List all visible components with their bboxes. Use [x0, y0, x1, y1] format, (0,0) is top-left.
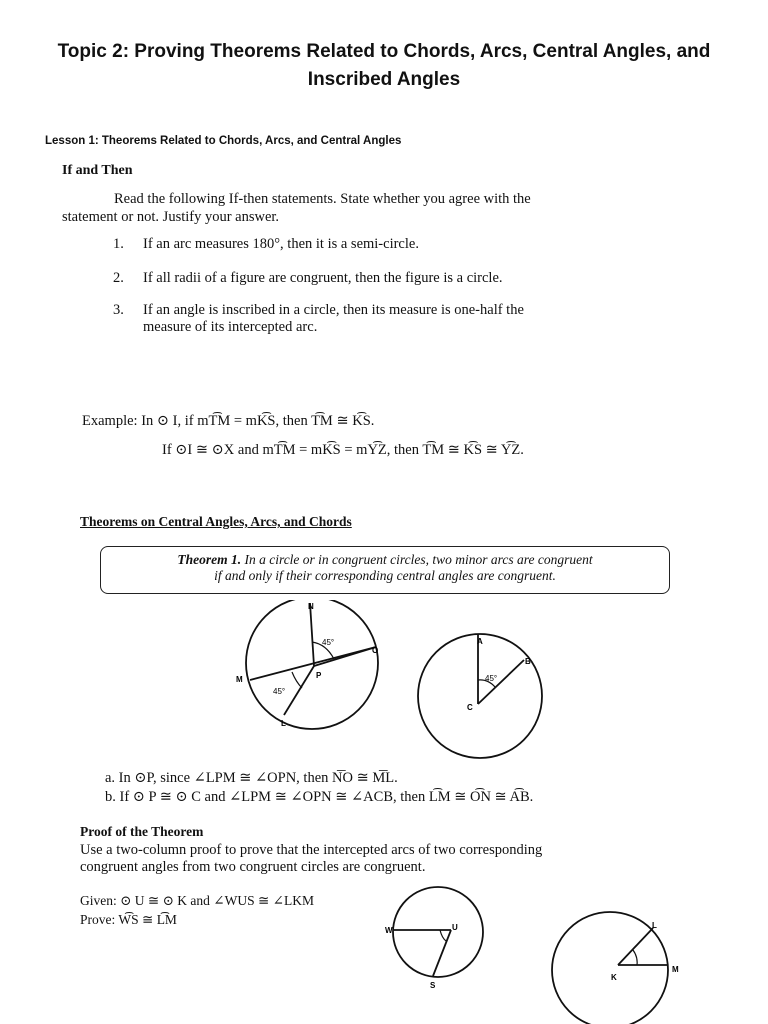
proof-line-2: congruent angles from two congruent circles are congruent. [80, 859, 426, 875]
label-o: O [372, 646, 379, 655]
list-item [113, 270, 693, 290]
label-k: K [611, 973, 617, 982]
angle-label-top: 45° [322, 638, 335, 647]
title-line-2: Inscribed Angles [307, 69, 461, 90]
circle-p-figure [230, 600, 400, 730]
list-item [113, 302, 693, 338]
theorem-text-1: In a circle or in congruent circles, two minor arcs are congruent [244, 552, 593, 567]
angle-arc-bottom [292, 672, 302, 688]
proof-line-1: Use a two-column proof to prove that the intercepted arcs of two corresponding [80, 842, 543, 858]
list-item-text-cont: measure of its intercepted arc. [143, 319, 318, 335]
list-item-text: If an angle is inscribed in a circle, then its measure is one-half the [143, 302, 524, 318]
list-item-number: 3. [113, 302, 124, 318]
proof-intro [80, 842, 700, 876]
label-s: S [430, 981, 436, 990]
if-then-heading: If and Then [62, 163, 133, 178]
if-then-intro [62, 190, 702, 226]
list-item-number: 2. [113, 270, 124, 286]
theorem-box [100, 546, 670, 594]
angle-arc-k [633, 950, 637, 965]
list-item-number: 1. [113, 236, 124, 252]
label-a: A [477, 637, 483, 646]
theorems-heading: Theorems on Central Angles, Arcs, and Chords [80, 514, 352, 529]
label-c: C [467, 703, 473, 712]
circle-u-figure [382, 880, 492, 992]
example-line-2: If ⊙I ≅ ⊙X and mT͡M = mK͡S = mY͡Z, then T͡M ≅ K͡S ≅ Y͡Z. [162, 442, 524, 458]
statement-b: b. If ⊙ P ≅ ⊙ C and ∠LPM ≅ ∠OPN ≅ ∠ACB, then L͡M ≅ O͡N ≅ A͡B. [105, 789, 534, 805]
label-n: N [308, 602, 314, 611]
angle-label-c: 45° [485, 674, 498, 683]
segment-kl [618, 928, 653, 965]
circle-k [552, 912, 668, 1024]
label-m: M [236, 675, 243, 684]
statement-a: a. In ⊙P, since ∠LPM ≅ ∠OPN, then N͞O ≅ M͞L. [105, 770, 398, 786]
theorem-line-2: if and only if their corresponding central angles are congruent. [214, 568, 556, 583]
label-u: U [452, 923, 458, 932]
list-item [113, 236, 693, 256]
lesson-heading: Lesson 1: Theorems Related to Chords, Arcs, and Central Angles [45, 135, 402, 147]
given-line: Given: ⊙ U ≅ ⊙ K and ∠WUS ≅ ∠LKM [80, 893, 314, 908]
intro-line-1: Read the following If-then statements. State whether you agree with the [114, 191, 531, 207]
list-item-text: If all radii of a figure are congruent, then the figure is a circle. [143, 270, 503, 286]
circle-c [418, 634, 542, 758]
theorem-label: Theorem 1. [177, 552, 242, 567]
label-l: L [281, 719, 286, 728]
prove-line: Prove: W͡S ≅ L͡M [80, 912, 177, 927]
list-item-text: If an arc measures 180°, then it is a semi-circle. [143, 236, 419, 252]
label-b: B [525, 657, 531, 666]
radius-pn [310, 603, 314, 666]
page-title [30, 38, 738, 94]
example-line-1: Example: In ⊙ I, if mT͡M = mK͡S, then T͡M ≅ K͡S. [82, 413, 375, 429]
label-p: P [316, 671, 322, 680]
label-m2: M [672, 965, 679, 974]
theorem-line-1 [101, 552, 669, 568]
label-w: W [385, 926, 393, 935]
intro-line-2: statement or not. Justify your answer. [62, 209, 280, 225]
label-l2: L [652, 921, 657, 930]
title-line-1: Topic 2: Proving Theorems Related to Chords, Arcs, Central Angles, and [57, 41, 711, 62]
circle-k-figure [545, 910, 695, 1024]
angle-arc-u [440, 930, 446, 941]
angle-label-bottom: 45° [273, 687, 286, 696]
radius-pl [284, 666, 314, 715]
circle-c-figure [410, 632, 550, 762]
proof-heading: Proof of the Theorem [80, 824, 204, 839]
